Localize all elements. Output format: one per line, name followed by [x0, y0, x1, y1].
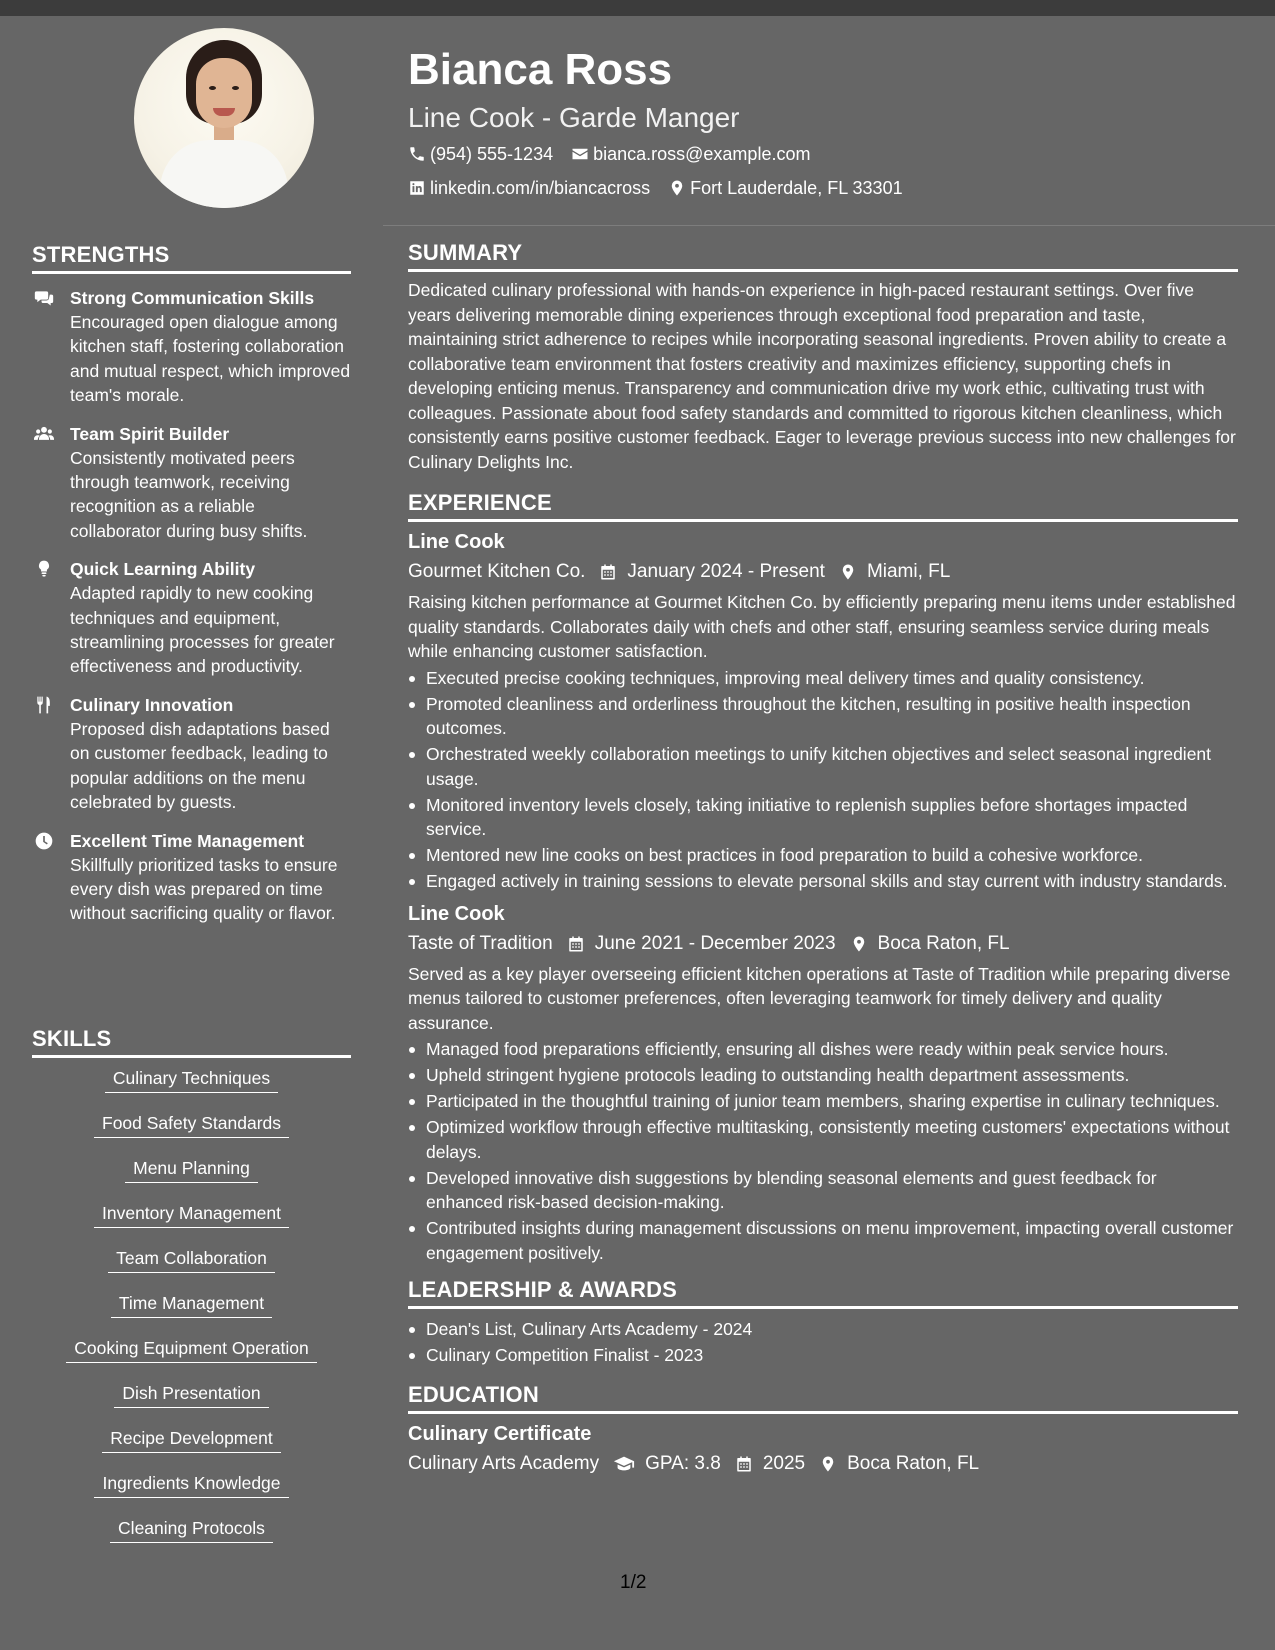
skill-item: Inventory Management [94, 1201, 289, 1228]
school-name: Culinary Arts Academy [408, 1452, 600, 1474]
strength-title: Strong Communication Skills [70, 288, 315, 308]
degree-title: Culinary Certificate [408, 1422, 592, 1445]
skill-item: Dish Presentation [114, 1381, 268, 1408]
company-name: Gourmet Kitchen Co. [408, 561, 586, 582]
skill-item: Time Management [111, 1291, 272, 1318]
strength-item [32, 693, 351, 815]
job-title: Line Cook [408, 531, 505, 553]
strength-desc: Adapted rapidly to new cooking techniques and equipment, streamlining processes for greater effectiveness and productivity. [70, 583, 335, 677]
strengths-heading: STRENGTHS [32, 242, 351, 274]
job-entry [408, 528, 1238, 894]
location-text: Fort Lauderdale, FL 33301 [690, 178, 903, 198]
map-pin-icon [668, 179, 686, 197]
list-item: Dean's List, Culinary Arts Academy - 2024 [408, 1317, 1238, 1342]
company-name: Taste of Tradition [408, 932, 553, 954]
job-dates: June 2021 - December 2023 [567, 928, 836, 960]
skills-heading: SKILLS [32, 1026, 351, 1058]
list-item: Promoted cleanliness and orderliness throughout the kitchen, resulting in positive health inspection outcomes. [408, 692, 1238, 741]
skill-item: Menu Planning [125, 1156, 258, 1183]
calendar-icon [567, 935, 585, 953]
list-item: Monitored inventory levels closely, taking initiative to replenish supplies before shortages impacted service. [408, 793, 1238, 842]
list-item: Executed precise cooking techniques, improving meal delivery times and quality consistency. [408, 666, 1238, 691]
map-pin-icon [819, 1455, 837, 1473]
job-location: Miami, FL [839, 556, 950, 588]
job-title: Line Cook [408, 902, 505, 925]
job-bullets [408, 666, 1238, 894]
school-location: Boca Raton, FL [819, 1448, 979, 1480]
job-description: Raising kitchen performance at Gourmet Kitchen Co. by efficiently preparing menu items under established quality standards. Collaborates daily with chefs and other staff, ensuring seamless service during meals while enhancing customer satisfaction. [408, 592, 1236, 661]
phone-contact [408, 138, 553, 170]
job-location: Boca Raton, FL [850, 928, 1010, 960]
experience-heading: EXPERIENCE [408, 490, 1238, 522]
skill-item: Team Collaboration [108, 1246, 275, 1273]
linkedin-contact[interactable] [408, 172, 650, 204]
header-divider [383, 225, 1275, 226]
strength-item [32, 422, 351, 544]
strength-item [32, 286, 351, 408]
graduation-cap-icon [613, 1453, 635, 1475]
skill-item: Culinary Techniques [105, 1066, 278, 1093]
education-heading: EDUCATION [408, 1382, 1238, 1414]
education-meta [408, 1448, 1238, 1480]
summary-text: Dedicated culinary professional with hands-on experience in high-paced restaurant settings. Over five years delivering memorable dining experiences through exceptional food preparation and taste, maintaining strict adherence to recipes while incorporating seasonal ingredients. Proven ability to create a collaborative team environment that fosters creativity and maximizes efficiency, supporting chefs in developing enticing menus. Transparency and communication drive my work ethic, cultivating trust with colleagues. Passionate about food safety standards and committed to rigorous kitchen cleanliness, which consistently earns positive customer feedback. Eager to leverage previous success into new challenges for Culinary Delights Inc. [408, 280, 1236, 472]
list-item: Engaged actively in training sessions to elevate personal skills and stay current with industry standards. [408, 869, 1238, 894]
strength-desc: Proposed dish adaptations based on customer feedback, leading to popular additions on the menu celebrated by guests. [70, 718, 330, 813]
skill-item: Ingredients Knowledge [94, 1471, 288, 1498]
list-item: Participated in the thoughtful training of junior team members, sharing expertise in culinary techniques. [408, 1089, 1238, 1114]
users-icon [32, 422, 70, 544]
job-description: Served as a key player overseeing efficient kitchen operations at Taste of Tradition while preparing diverse menus tailored to customer preferences, often leveraging teamwork for timely delivery and quality assurance. [408, 963, 1231, 1033]
linkedin-text[interactable]: linkedin.com/in/biancacross [430, 178, 651, 198]
list-item: Orchestrated weekly collaboration meetings to unify kitchen objectives and select seasonal ingredient usage. [408, 742, 1238, 791]
awards-list [408, 1317, 1238, 1368]
phone-icon [408, 145, 426, 163]
contact-row [408, 138, 1238, 170]
job-dates: January 2024 - Present [599, 556, 825, 588]
calendar-icon [599, 563, 617, 581]
job-entry [408, 900, 1238, 1266]
job-meta [408, 928, 1238, 960]
profile-photo [134, 28, 314, 208]
map-pin-icon [839, 563, 857, 581]
skill-item: Recipe Development [102, 1426, 280, 1453]
list-item: Culinary Competition Finalist - 2023 [408, 1343, 1238, 1368]
list-item: Mentored new line cooks on best practices in food preparation to build a cohesive workforce. [408, 843, 1238, 868]
envelope-icon [571, 145, 589, 163]
strength-desc: Encouraged open dialogue among kitchen staff, fostering collaboration and mutual respect, which improved team's morale. [70, 312, 351, 406]
calendar-icon [735, 1455, 753, 1473]
map-pin-icon [850, 935, 868, 953]
gpa: GPA: 3.8 [613, 1448, 721, 1480]
main-content [408, 240, 1238, 1480]
strength-item [32, 557, 351, 679]
location-contact [668, 172, 902, 204]
page-number: 1/2 [620, 1572, 647, 1593]
strength-title: Excellent Time Management [70, 830, 305, 851]
strength-title: Culinary Innovation [70, 694, 234, 715]
strength-title: Quick Learning Ability [70, 559, 256, 580]
skills-list [32, 1066, 351, 1561]
strength-desc: Consistently motivated peers through teamwork, receiving recognition as a reliable collaborator during busy shifts. [70, 447, 308, 541]
graduation-year: 2025 [735, 1448, 805, 1480]
utensils-icon [32, 693, 70, 815]
email-contact[interactable] [571, 138, 810, 170]
skill-item: Cooking Equipment Operation [66, 1336, 316, 1363]
list-item: Upheld stringent hygiene protocols leading to outstanding health department assessments. [408, 1063, 1238, 1088]
comments-icon [32, 286, 70, 408]
job-meta [408, 556, 1238, 588]
linkedin-icon [408, 179, 426, 197]
strength-item [32, 829, 351, 926]
avatar [134, 28, 314, 208]
contact-row [408, 172, 1238, 204]
top-bar [0, 0, 1275, 16]
strength-title: Team Spirit Builder [70, 423, 230, 444]
summary-heading: SUMMARY [408, 240, 1238, 272]
resume-header [408, 40, 1238, 204]
email-text[interactable]: bianca.ross@example.com [593, 144, 811, 164]
candidate-name: Bianca Ross [408, 45, 673, 94]
awards-heading: LEADERSHIP & AWARDS [408, 1277, 1238, 1309]
strengths-list [32, 286, 351, 940]
candidate-title: Line Cook - Garde Manger [408, 102, 740, 133]
lightbulb-icon [32, 557, 70, 679]
list-item: Developed innovative dish suggestions by blending seasonal elements and guest feedback for enhanced risk-based decision-making. [408, 1166, 1238, 1215]
skill-item: Cleaning Protocols [110, 1516, 273, 1543]
list-item: Contributed insights during management discussions on menu improvement, impacting overall customer engagement positively. [408, 1216, 1238, 1265]
list-item: Managed food preparations efficiently, ensuring all dishes were ready within peak service hours. [408, 1037, 1238, 1062]
clock-icon [32, 829, 70, 926]
list-item: Optimized workflow through effective multitasking, consistently meeting customers' expectations without delays. [408, 1115, 1238, 1164]
skill-item: Food Safety Standards [94, 1111, 289, 1138]
strength-desc: Skillfully prioritized tasks to ensure every dish was prepared on time without sacrificing quality or flavor. [70, 854, 338, 924]
job-bullets [408, 1037, 1238, 1265]
phone-text: (954) 555-1234 [430, 144, 554, 164]
